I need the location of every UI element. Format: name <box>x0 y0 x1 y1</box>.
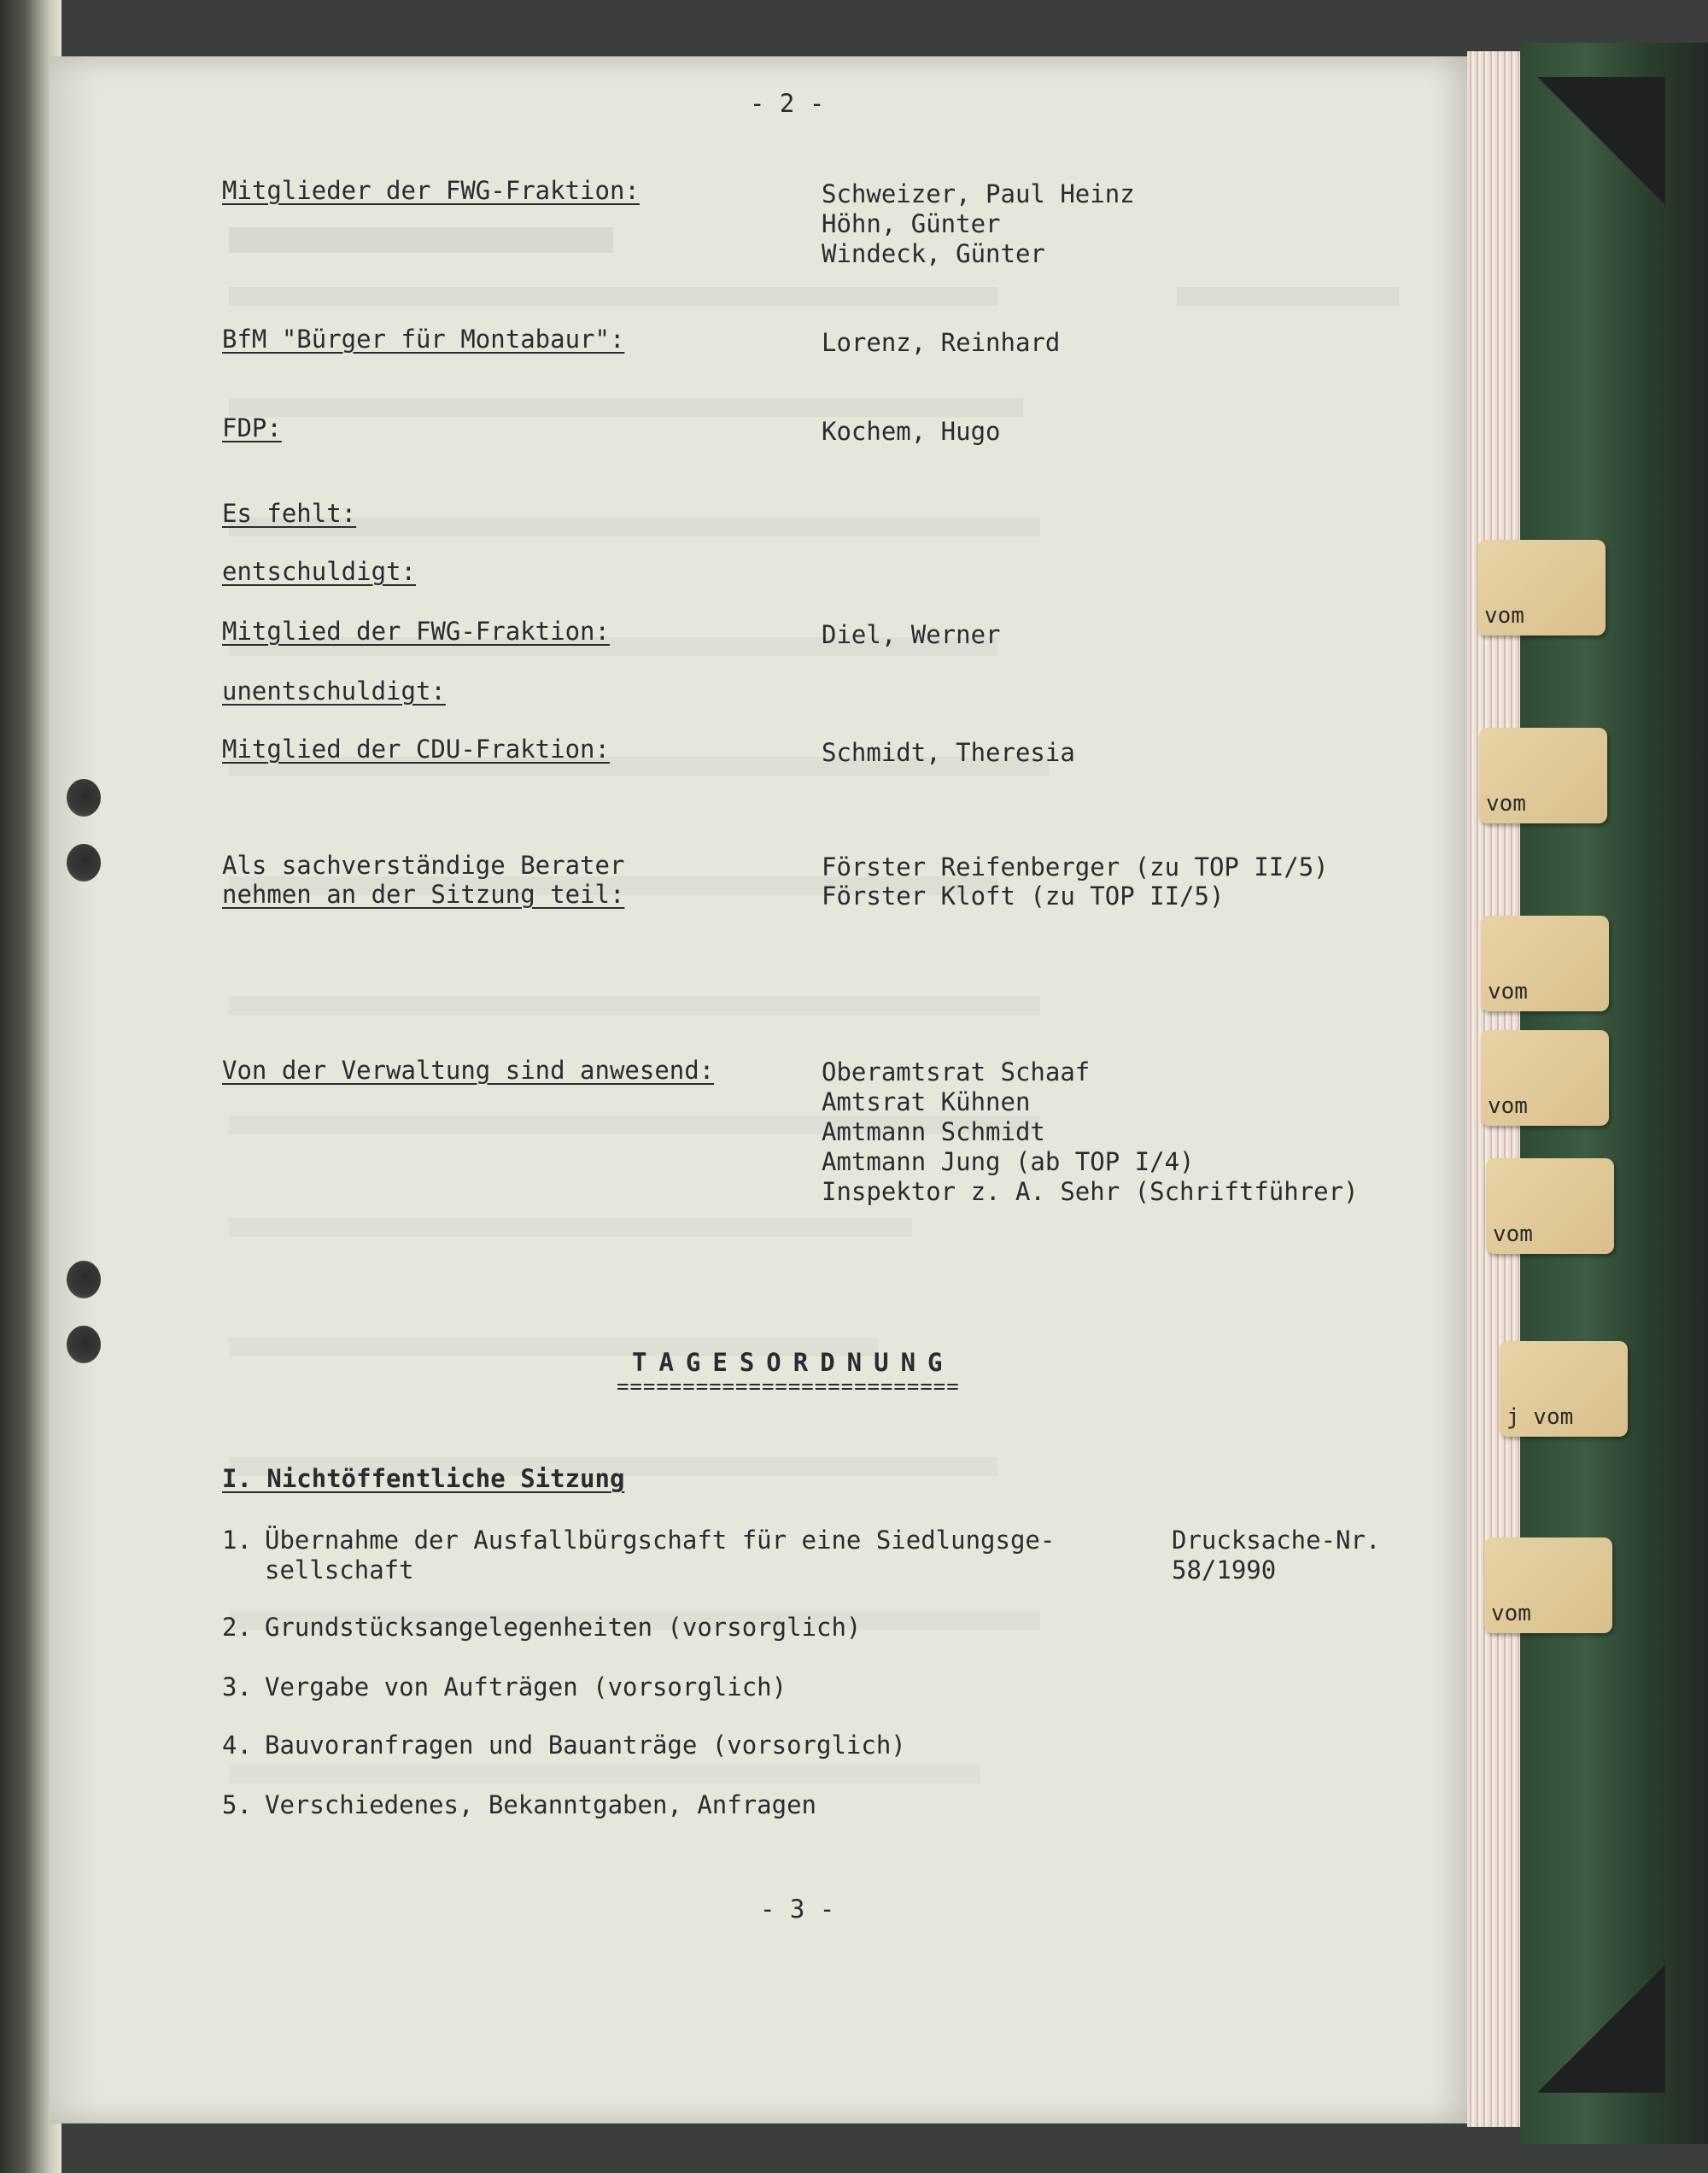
punch-hole <box>67 1326 101 1363</box>
index-tab[interactable] <box>1486 1158 1614 1254</box>
advisor-name: Förster Kloft (zu TOP II/5) <box>822 882 1225 911</box>
administration-name: Inspektor z. A. Sehr (Schriftführer) <box>822 1177 1359 1206</box>
punch-hole <box>67 1261 101 1298</box>
punch-hole <box>67 844 101 882</box>
index-tab-text: vom <box>1484 603 1524 629</box>
index-tab-text: vom <box>1486 791 1526 817</box>
index-tab[interactable] <box>1481 1030 1609 1126</box>
advisors-label-line1: Als sachverständige Berater <box>222 851 625 880</box>
bfm-member-name: Lorenz, Reinhard <box>822 328 1061 357</box>
agenda-item-number: 4. <box>222 1731 252 1760</box>
index-tab[interactable] <box>1484 1538 1612 1633</box>
page-number-top: - 2 - <box>750 89 825 118</box>
agenda-item-number: 1. <box>222 1526 252 1555</box>
index-tab-text: vom <box>1491 1601 1531 1626</box>
unexcused-group-label: Mitglied der CDU-Fraktion: <box>222 735 610 764</box>
administration-name: Amtsrat Kühnen <box>822 1087 1031 1116</box>
document-page <box>50 56 1467 2123</box>
bfm-label: BfM "Bürger für Montabaur": <box>222 325 625 354</box>
agenda-item-text: Vergabe von Aufträgen (vorsorglich) <box>265 1672 787 1702</box>
fdp-member-name: Kochem, Hugo <box>822 417 1001 446</box>
agenda-item-text: Übernahme der Ausfallbürgschaft für eine Siedlungsge- <box>265 1526 1056 1555</box>
agenda-item-reference: Drucksache-Nr. <box>1172 1526 1381 1555</box>
agenda-item-text: sellschaft <box>265 1555 414 1584</box>
agenda-title: TAGESORDNUNG <box>632 1348 955 1377</box>
index-tab-text: vom <box>1488 1093 1528 1119</box>
advisor-name: Förster Reifenberger (zu TOP II/5) <box>822 852 1329 882</box>
fwg-member-name: Windeck, Günter <box>822 239 1045 268</box>
administration-label: Von der Verwaltung sind anwesend: <box>222 1056 715 1085</box>
index-tab[interactable] <box>1477 540 1606 636</box>
agenda-section-title: I. Nichtöffentliche Sitzung <box>222 1464 625 1493</box>
index-tab[interactable] <box>1479 728 1607 823</box>
fwg-members-label: Mitglieder der FWG-Fraktion: <box>222 176 640 205</box>
excused-name: Diel, Werner <box>822 620 1001 649</box>
agenda-item-text: Grundstücksangelegenheiten (vorsorglich) <box>265 1613 862 1642</box>
absent-heading: Es fehlt: <box>222 499 357 528</box>
fdp-label: FDP: <box>222 413 282 442</box>
agenda-title-rule: ========================== <box>617 1374 960 1398</box>
advisors-label-line2: nehmen an der Sitzung teil: <box>222 880 625 909</box>
agenda-item-number: 5. <box>222 1790 252 1819</box>
agenda-item-number: 2. <box>222 1613 252 1642</box>
index-tab-text: vom <box>1493 1221 1533 1247</box>
agenda-item-text: Verschiedenes, Bekanntgaben, Anfragen <box>265 1790 817 1819</box>
punch-hole <box>67 779 101 817</box>
index-tab[interactable] <box>1500 1341 1628 1437</box>
administration-name: Amtmann Jung (ab TOP I/4) <box>822 1147 1195 1176</box>
excused-label: entschuldigt: <box>222 557 416 586</box>
administration-name: Amtmann Schmidt <box>822 1117 1045 1146</box>
unexcused-label: unentschuldigt: <box>222 676 446 706</box>
administration-name: Oberamtsrat Schaaf <box>822 1057 1091 1086</box>
unexcused-name: Schmidt, Theresia <box>822 738 1075 767</box>
agenda-item-text: Bauvoranfragen und Bauanträge (vorsorglich) <box>265 1731 906 1760</box>
agenda-item-number: 3. <box>222 1672 252 1702</box>
page-number-bottom: - 3 - <box>760 1895 835 1924</box>
index-tab[interactable] <box>1481 916 1609 1011</box>
fwg-member-name: Schweizer, Paul Heinz <box>822 179 1135 208</box>
agenda-item-reference: 58/1990 <box>1172 1555 1277 1584</box>
index-tab-text: j vom <box>1506 1404 1574 1430</box>
excused-group-label: Mitglied der FWG-Fraktion: <box>222 617 610 646</box>
fwg-member-name: Höhn, Günter <box>822 209 1001 238</box>
index-tab-text: vom <box>1488 979 1528 1004</box>
